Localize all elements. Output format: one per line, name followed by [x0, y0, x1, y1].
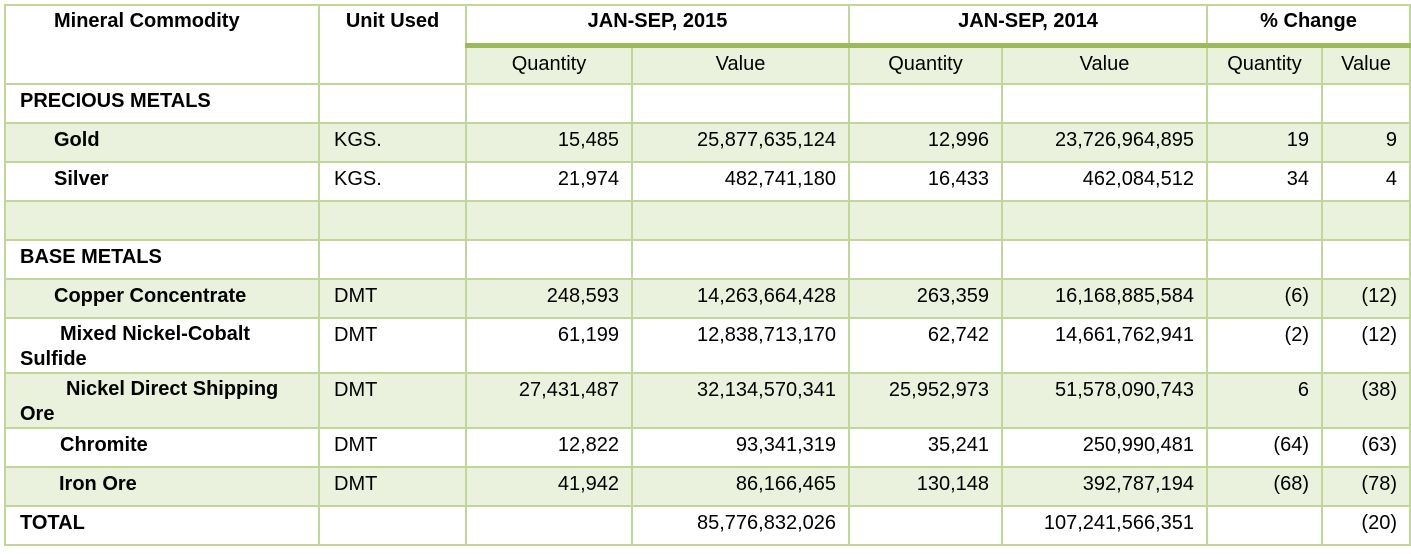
section-row-base-metals [5, 240, 1410, 279]
header-quantity-2015: Quantity [466, 45, 632, 84]
header-quantity-2014: Quantity [849, 45, 1002, 84]
value-2014-cell: 51,578,090,743 [1002, 373, 1207, 428]
value-change-cell: 9 [1322, 123, 1410, 162]
value-2015-cell: 93,341,319 [632, 428, 849, 467]
quantity-2015-cell: 12,822 [466, 428, 632, 467]
table-row-gold [5, 123, 1410, 162]
empty-cell [5, 201, 319, 240]
table-row-chromite [5, 428, 1410, 467]
total-value-2015: 85,776,832,026 [632, 506, 849, 545]
unit-cell: DMT [319, 279, 466, 318]
quantity-change-cell: (68) [1207, 467, 1322, 506]
total-value-2014: 107,241,566,351 [1002, 506, 1207, 545]
value-change-cell: (63) [1322, 428, 1410, 467]
unit-cell: DMT [319, 467, 466, 506]
quantity-2015-cell: 41,942 [466, 467, 632, 506]
table-row-mixed-nickel-cobalt [5, 318, 1410, 373]
quantity-2014-cell: 263,359 [849, 279, 1002, 318]
unit-cell: KGS. [319, 123, 466, 162]
empty-cell [849, 84, 1002, 123]
value-2014-cell: 16,168,885,584 [1002, 279, 1207, 318]
quantity-2014-cell: 16,433 [849, 162, 1002, 201]
table-row-copper-concentrate [5, 279, 1410, 318]
empty-cell [849, 506, 1002, 545]
value-change-cell: (38) [1322, 373, 1410, 428]
header-value-change: Value [1322, 45, 1410, 84]
header-period-2014: JAN-SEP, 2014 [849, 5, 1207, 45]
empty-cell [1207, 201, 1322, 240]
unit-cell: DMT [319, 428, 466, 467]
empty-cell [1207, 84, 1322, 123]
header-unit-used: Unit Used [319, 5, 466, 84]
quantity-change-cell: (2) [1207, 318, 1322, 373]
empty-cell [849, 240, 1002, 279]
value-2015-cell: 14,263,664,428 [632, 279, 849, 318]
total-value-change: (20) [1322, 506, 1410, 545]
commodity-name: Mixed Nickel-Cobalt Sulfide [5, 318, 319, 373]
quantity-change-cell: 19 [1207, 123, 1322, 162]
unit-cell: DMT [319, 373, 466, 428]
mineral-production-table [4, 4, 1411, 546]
quantity-2014-cell: 62,742 [849, 318, 1002, 373]
commodity-name: Silver [5, 162, 319, 201]
header-mineral-commodity: Mineral Commodity [5, 5, 319, 84]
commodity-name: Chromite [5, 428, 319, 467]
quantity-2015-cell: 15,485 [466, 123, 632, 162]
value-2015-cell: 86,166,465 [632, 467, 849, 506]
value-change-cell: 4 [1322, 162, 1410, 201]
quantity-change-cell: 34 [1207, 162, 1322, 201]
table-row-iron-ore [5, 467, 1410, 506]
empty-cell [319, 240, 466, 279]
spacer-row [5, 201, 1410, 240]
empty-cell [466, 84, 632, 123]
value-change-cell: (12) [1322, 318, 1410, 373]
value-2014-cell: 250,990,481 [1002, 428, 1207, 467]
empty-cell [319, 84, 466, 123]
value-2015-cell: 482,741,180 [632, 162, 849, 201]
empty-cell [1002, 240, 1207, 279]
unit-cell: KGS. [319, 162, 466, 201]
empty-cell [1322, 201, 1410, 240]
header-period-2015: JAN-SEP, 2015 [466, 5, 849, 45]
empty-cell [319, 506, 466, 545]
empty-cell [1322, 84, 1410, 123]
empty-cell [319, 201, 466, 240]
section-label-base-metals: BASE METALS [5, 240, 319, 279]
value-2015-cell: 32,134,570,341 [632, 373, 849, 428]
quantity-2015-cell: 61,199 [466, 318, 632, 373]
table-row-nickel-direct-shipping-ore [5, 373, 1410, 428]
quantity-change-cell: (6) [1207, 279, 1322, 318]
quantity-2015-cell: 27,431,487 [466, 373, 632, 428]
table-row-total [5, 506, 1410, 545]
value-2015-cell: 12,838,713,170 [632, 318, 849, 373]
value-2014-cell: 14,661,762,941 [1002, 318, 1207, 373]
value-2014-cell: 23,726,964,895 [1002, 123, 1207, 162]
value-2014-cell: 392,787,194 [1002, 467, 1207, 506]
empty-cell [466, 240, 632, 279]
empty-cell [1207, 506, 1322, 545]
table-row-silver [5, 162, 1410, 201]
quantity-change-cell: 6 [1207, 373, 1322, 428]
unit-cell: DMT [319, 318, 466, 373]
empty-cell [1322, 240, 1410, 279]
header-value-2015: Value [632, 45, 849, 84]
empty-cell [1002, 84, 1207, 123]
empty-cell [849, 201, 1002, 240]
empty-cell [466, 201, 632, 240]
empty-cell [632, 240, 849, 279]
section-row-precious-metals [5, 84, 1410, 123]
commodity-name: Iron Ore [5, 467, 319, 506]
empty-cell [1002, 201, 1207, 240]
value-2015-cell: 25,877,635,124 [632, 123, 849, 162]
empty-cell [632, 201, 849, 240]
quantity-2014-cell: 12,996 [849, 123, 1002, 162]
value-change-cell: (12) [1322, 279, 1410, 318]
header-row-primary [5, 5, 1410, 45]
quantity-2014-cell: 130,148 [849, 467, 1002, 506]
section-label-precious-metals: PRECIOUS METALS [5, 84, 319, 123]
value-change-cell: (78) [1322, 467, 1410, 506]
quantity-2014-cell: 25,952,973 [849, 373, 1002, 428]
header-quantity-change: Quantity [1207, 45, 1322, 84]
quantity-2014-cell: 35,241 [849, 428, 1002, 467]
total-label: TOTAL [5, 506, 319, 545]
commodity-name: Copper Concentrate [5, 279, 319, 318]
header-percent-change: % Change [1207, 5, 1410, 45]
commodity-name: Gold [5, 123, 319, 162]
value-2014-cell: 462,084,512 [1002, 162, 1207, 201]
quantity-2015-cell: 248,593 [466, 279, 632, 318]
header-value-2014: Value [1002, 45, 1207, 84]
empty-cell [466, 506, 632, 545]
empty-cell [1207, 240, 1322, 279]
quantity-change-cell: (64) [1207, 428, 1322, 467]
empty-cell [632, 84, 849, 123]
quantity-2015-cell: 21,974 [466, 162, 632, 201]
commodity-name: Nickel Direct Shipping Ore [5, 373, 319, 428]
